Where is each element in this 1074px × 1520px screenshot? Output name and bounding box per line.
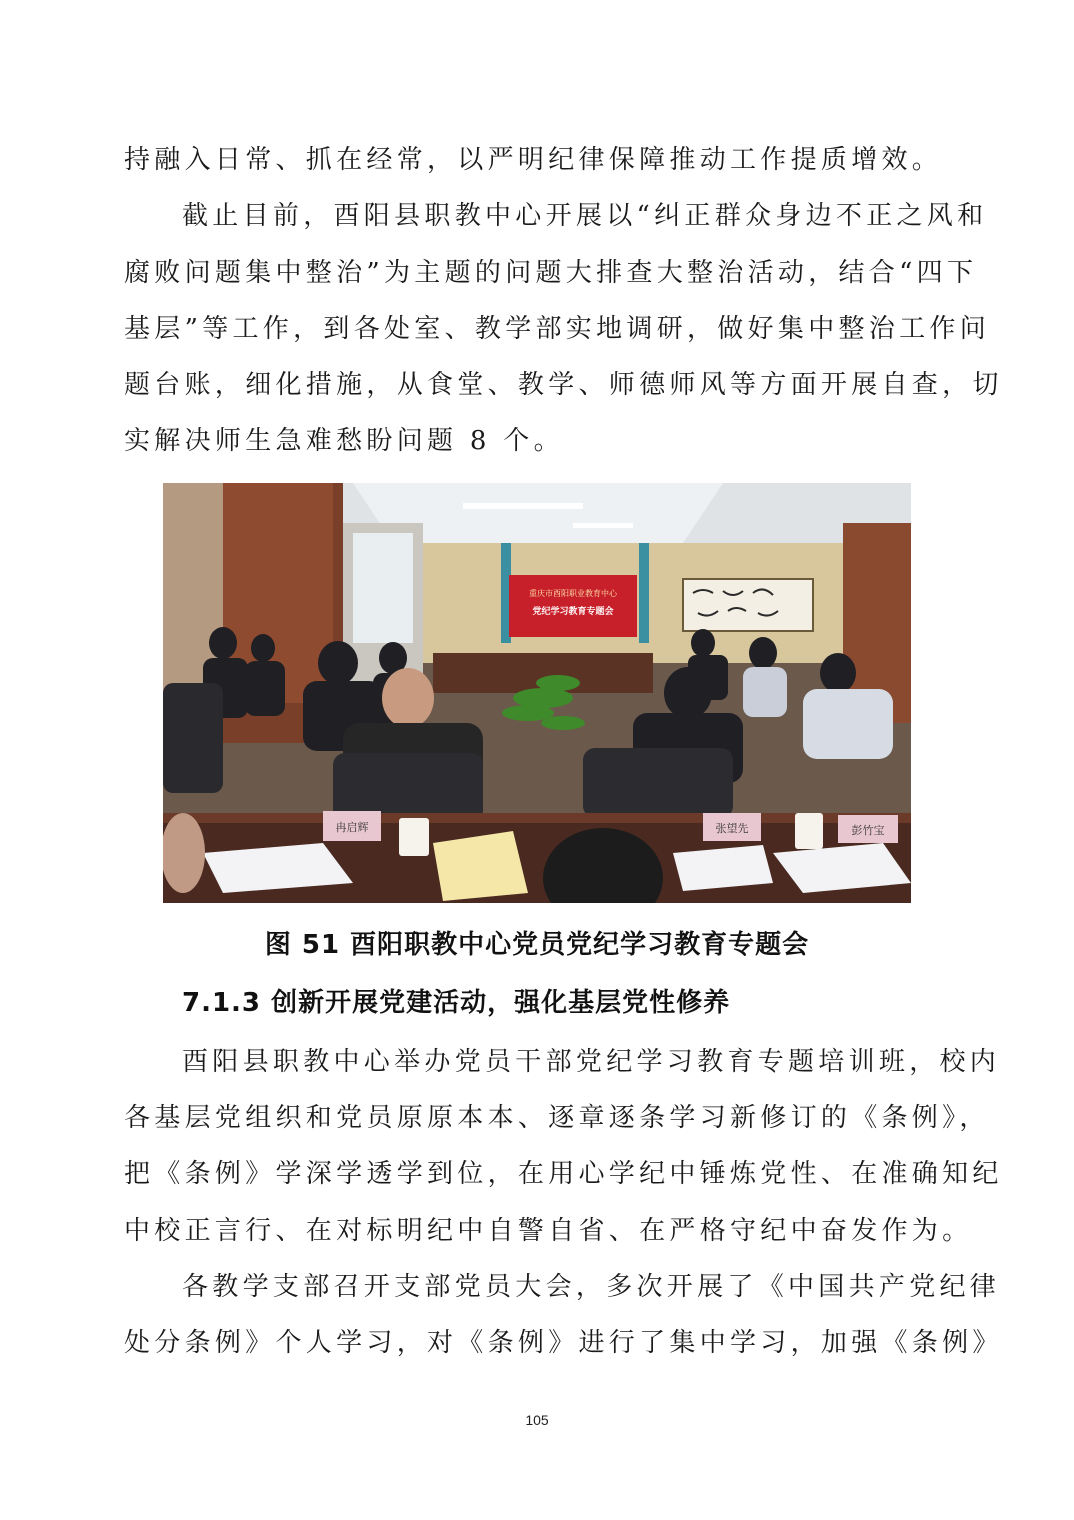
meeting-photo [163, 483, 911, 903]
nameplate-right: 彭竹宝 [851, 824, 885, 837]
paragraph2-line2: 腐败问题集中整治”为主题的问题大排查大整治活动，结合“四下 [124, 258, 978, 288]
section-heading: 7.1.3 创新开展党建活动，强化基层党性修养 [182, 988, 731, 1018]
paragraph3-line3: 把《条例》学深学透学到位，在用心学纪中锤炼党性、在准确知纪 [124, 1159, 1003, 1189]
page-number: 105 [525, 1412, 549, 1428]
paragraph2-line5: 实解决师生急难愁盼问题 8 个。 [124, 426, 564, 456]
nameplate-left: 冉启辉 [335, 821, 369, 834]
paragraph3-line2: 各基层党组织和党员原原本本、逐章逐条学习新修订的《条例》， [124, 1103, 990, 1133]
banner-line2: 党纪学习教育专题会 [532, 607, 614, 617]
paragraph1-line1: 持融入日常、抓在经常，以严明纪律保障推动工作提质增效。 [124, 145, 943, 175]
paragraph2-line1: 截止目前，酉阳县职教中心开展以“纠正群众身边不正之风和 [182, 201, 988, 231]
paragraph3-line1: 酉阳县职教中心举办党员干部党纪学习教育专题培训班，校内 [182, 1047, 1001, 1077]
nameplate-mid: 张望先 [715, 822, 749, 835]
paragraph3-line4: 中校正言行、在对标明纪中自警自省、在严格守纪中奋发作为。 [124, 1216, 973, 1246]
paragraph2-line4: 题台账，细化措施，从食堂、教学、师德师风等方面开展自查，切 [124, 370, 1003, 400]
paragraph4-line1: 各教学支部召开支部党员大会，多次开展了《中国共产党纪律 [182, 1272, 1001, 1302]
paragraph4-line2: 处分条例》个人学习，对《条例》进行了集中学习，加强《条例》 [124, 1328, 1003, 1358]
paragraph2-line3: 基层”等工作，到各处室、教学部实地调研，做好集中整治工作问 [124, 314, 990, 344]
figure-caption: 图 51 酉阳职教中心党员党纪学习教育专题会 [264, 930, 810, 960]
banner-line1: 重庆市酉阳职业教育中心 [529, 589, 617, 598]
